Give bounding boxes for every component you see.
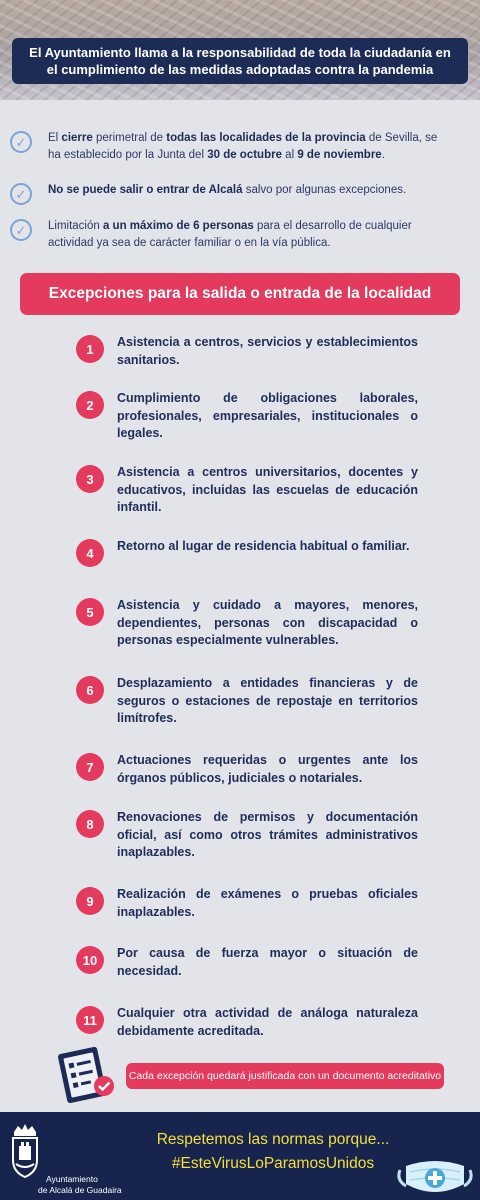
exception-number: 10: [76, 946, 104, 974]
exception-text: Cualquier otra actividad de análoga naturaleza debidamente acreditada.: [117, 1006, 418, 1038]
info-item-closure: [10, 130, 450, 164]
town-crest-icon: [8, 1122, 42, 1182]
exception-text: Renovaciones de permisos y documentación oficial, así como otros trámites administrativos inaplazables.: [117, 810, 418, 859]
slogan-hashtag: #EsteVirusLoParamosUnidos: [171, 1155, 375, 1172]
exception-item: [76, 945, 418, 980]
exception-number: 4: [76, 539, 104, 567]
check-circle-icon: ✓: [10, 219, 32, 241]
face-mask-icon: [396, 1156, 474, 1200]
header-banner: El Ayuntamiento llama a la responsabilidad de toda la ciudadanía en el cumplimiento de las medidas adoptadas contra la pandemia: [12, 38, 468, 84]
exception-item: [76, 334, 418, 369]
exception-item: [76, 390, 418, 443]
exception-item: [76, 886, 418, 921]
exception-number: 6: [76, 676, 104, 704]
town-line-2: de Alcalá de Guadaira: [38, 1185, 122, 1195]
info-text: Limitación a un máximo de 6 personas para el desarrollo de cualquier actividad ya sea de carácter familiar o en la vía pública.: [48, 220, 412, 249]
hero-image: [0, 0, 480, 100]
town-name: [38, 1174, 122, 1196]
exception-text: Realización de exámenes o pruebas oficiales inaplazables.: [117, 887, 418, 919]
exception-number: 7: [76, 753, 104, 781]
exception-text: Asistencia y cuidado a mayores, menores, dependientes, personas con discapacidad o personas especialmente vulnerables.: [117, 598, 418, 647]
exception-item: [76, 752, 418, 787]
exception-number: 3: [76, 465, 104, 493]
exception-item: [76, 809, 418, 862]
section-title: Excepciones para la salida o entrada de la localidad: [20, 273, 460, 315]
exception-item: [76, 675, 418, 728]
exception-text: Por causa de fuerza mayor o situación de necesidad.: [117, 946, 418, 978]
exception-number: 11: [76, 1006, 104, 1034]
exception-number: 9: [76, 887, 104, 915]
exception-number: 1: [76, 335, 104, 363]
exception-number: 5: [76, 598, 104, 626]
slogan: [148, 1128, 398, 1176]
check-circle-icon: ✓: [10, 183, 32, 205]
exception-number: 2: [76, 391, 104, 419]
exception-number: 8: [76, 810, 104, 838]
exception-text: Desplazamiento a entidades financieras y de seguros o estaciones de repostaje en territorios limítrofes.: [117, 676, 418, 725]
exception-item: [76, 597, 418, 650]
footer: [0, 1112, 480, 1200]
exception-item: [76, 538, 418, 567]
exception-text: Actuaciones requeridas o urgentes ante los órganos públicos, judiciales o notariales.: [117, 753, 418, 785]
info-text: No se puede salir o entrar de Alcalá salvo por algunas excepciones.: [48, 184, 407, 196]
exception-text: Cumplimiento de obligaciones laborales, profesionales, empresariales, institucionales o legales.: [117, 391, 418, 440]
exception-item: [76, 1005, 418, 1040]
info-item-limit: [10, 218, 450, 252]
town-line-1: Ayuntamiento: [46, 1174, 98, 1184]
info-item-no-exit: [10, 182, 450, 205]
exception-text: Asistencia a centros, servicios y establecimientos sanitarios.: [117, 335, 418, 367]
document-check-icon: [52, 1044, 122, 1104]
check-circle-icon: ✓: [10, 131, 32, 153]
info-text: El cierre perimetral de todas las localidades de la provincia de Sevilla, se ha establecido por la Junta del 30 de octubre al 9 de noviembre.: [48, 132, 438, 161]
exception-text: Asistencia a centros universitarios, docentes y educativos, incluidas las escuelas de educación infantil.: [117, 465, 418, 514]
exception-item: [76, 464, 418, 517]
note-banner: Cada excepción quedará justificada con un documento acreditativo: [126, 1063, 444, 1089]
slogan-line-1: Respetemos las normas porque...: [156, 1131, 390, 1148]
exception-text: Retorno al lugar de residencia habitual o familiar.: [117, 539, 410, 553]
